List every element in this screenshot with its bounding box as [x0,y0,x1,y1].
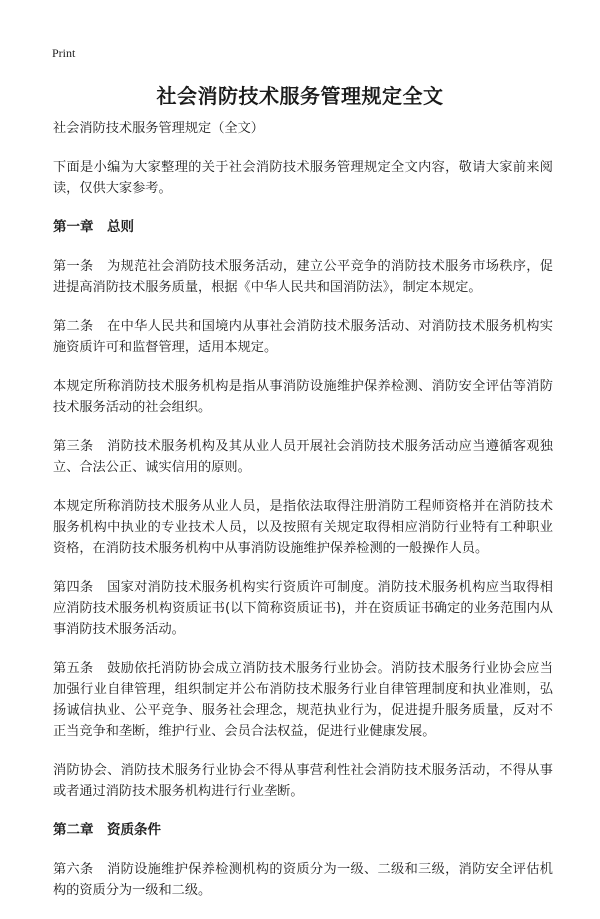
intro-paragraph: 下面是小编为大家整理的关于社会消防技术服务管理规定全文内容，敬请大家前来阅读，仅供大家参考。 [53,160,553,196]
article-3: 第三条 消防技术服务机构及其从业人员开展社会消防技术服务活动应当遵循客观独立、合法公正、诚实信用的原则。 [53,439,553,475]
print-link[interactable]: Print [52,46,76,60]
document-body [53,118,553,919]
document-title: 社会消防技术服务管理规定全文 [156,84,444,108]
article-2-note: 本规定所称消防技术服务机构是指从事消防设施维护保养检测、消防安全评估等消防技术服务活动的社会组织。 [53,379,553,415]
article-5-note: 消防协会、消防技术服务行业协会不得从事营利性社会消防技术服务活动，不得从事或者通过消防技术服务机构进行行业垄断。 [53,763,553,799]
document-subtitle: 社会消防技术服务管理规定（全文） [53,121,264,136]
article-6: 第六条 消防设施维护保养检测机构的资质分为一级、二级和三级，消防安全评估机构的资质分为一级和二级。 [53,862,553,898]
article-2: 第二条 在中华人民共和国境内从事社会消防技术服务活动、对消防技术服务机构实施资质许可和监督管理，适用本规定。 [53,319,553,355]
chapter-heading-2: 第二章 资质条件 [53,822,161,838]
article-1: 第一条 为规范社会消防技术服务活动，建立公平竞争的消防技术服务市场秩序，促进提高消防技术服务质量，根据《中华人民共和国消防法》，制定本规定。 [53,259,553,295]
article-4: 第四条 国家对消防技术服务机构实行资质许可制度。消防技术服务机构应当取得相应消防技术服务机构资质证书(以下简称资质证书)，并在资质证书确定的业务范围内从事消防技术服务活动。 [53,580,553,637]
article-3-note: 本规定所称消防技术服务从业人员，是指依法取得注册消防工程师资格并在消防技术服务机构中执业的专业技术人员，以及按照有关规定取得相应消防行业特有工种职业资格，在消防技术服务机构中从事消防设施维护保养检测的一般操作人员。 [53,499,553,556]
article-5: 第五条 鼓励依托消防协会成立消防技术服务行业协会。消防技术服务行业协会应当加强行业自律管理，组织制定并公布消防技术服务行业自律管理制度和执业准则，弘扬诚信执业、公平竞争、服务社会理念，规范执业行为，促进提升服务质量，反对不正当竞争和垄断，维护行业、会员合法权益，促进行业健康发展。 [53,661,553,739]
chapter-heading-1: 第一章 总则 [53,219,134,235]
